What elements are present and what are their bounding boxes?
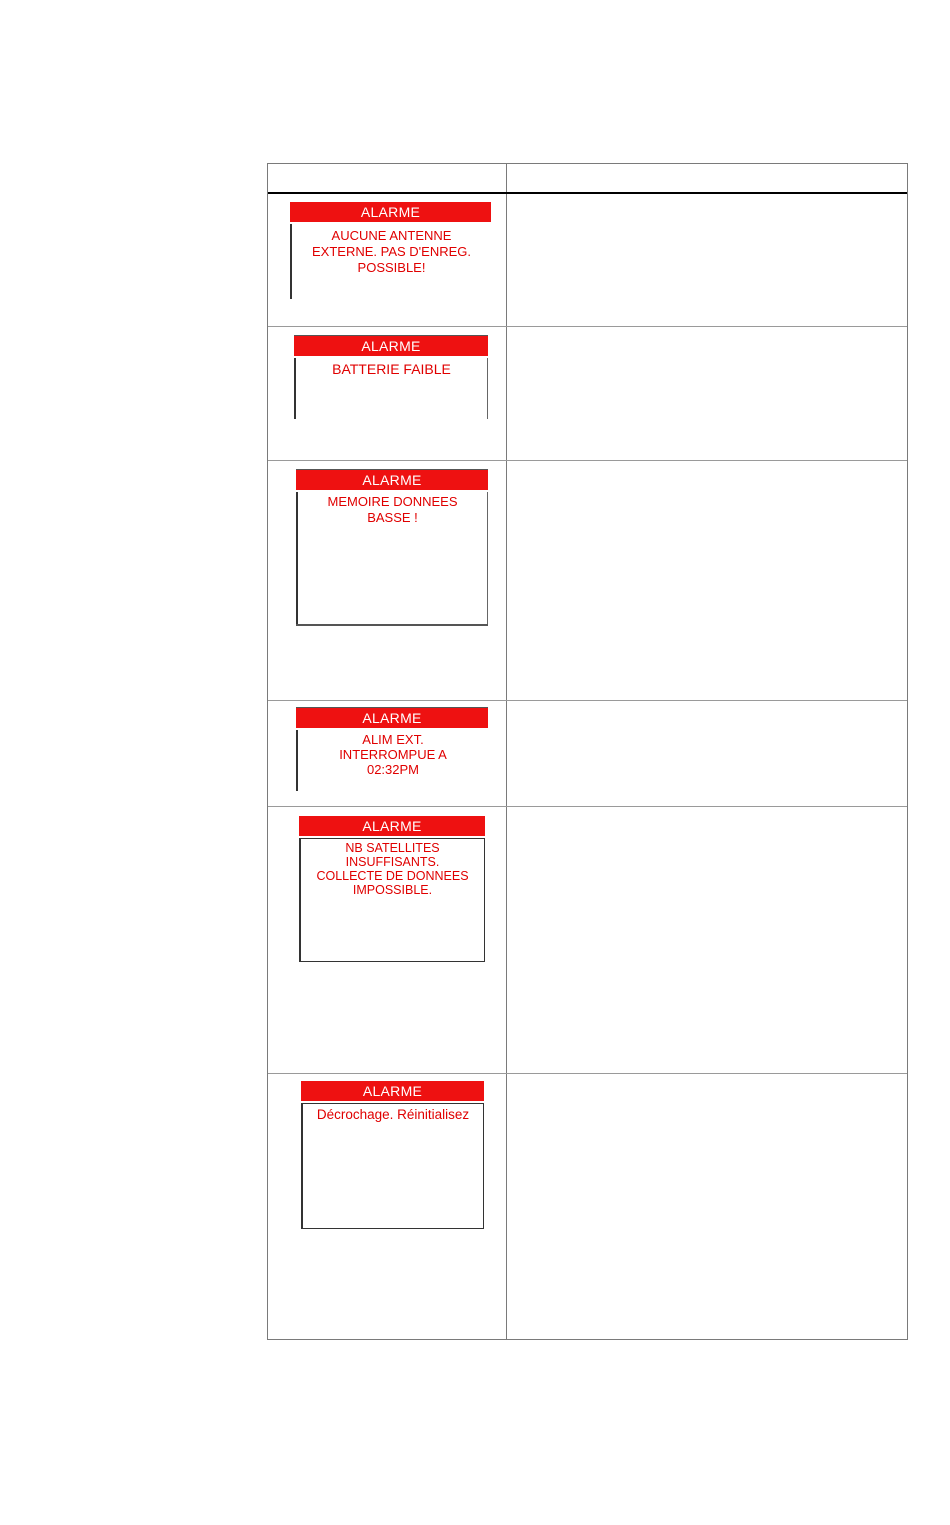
table-row <box>268 701 907 807</box>
description-cell <box>507 807 907 1073</box>
alarm-message-box <box>299 838 485 962</box>
alarm-screen-cell <box>268 807 506 1073</box>
description-cell <box>507 327 907 460</box>
alarm-table <box>267 163 908 1340</box>
alarm-title-bar: ALARME <box>290 202 491 222</box>
alarm-message-box <box>301 1103 484 1229</box>
description-cell <box>507 701 907 806</box>
alarm-message: BATTERIE FAIBLE <box>332 361 451 377</box>
table-row <box>268 461 907 701</box>
alarm-title-bar: ALARME <box>296 470 488 490</box>
alarm-screen-cell <box>268 194 506 326</box>
table-row <box>268 194 907 327</box>
alarm-title-bar: ALARME <box>294 336 488 356</box>
alarm-screen-cell <box>268 327 506 460</box>
alarm-message: MEMOIRE DONNEES BASSE ! <box>327 494 458 525</box>
alarm-message-box <box>294 358 488 419</box>
alarm-screen <box>301 1081 484 1229</box>
alarm-screen-cell <box>268 461 506 700</box>
alarm-screen-cell <box>268 701 506 806</box>
alarm-message-box <box>296 492 488 624</box>
description-cell <box>507 461 907 700</box>
alarm-screen <box>296 707 488 791</box>
alarm-screen-cell <box>268 1074 506 1340</box>
alarm-screen <box>296 469 488 626</box>
alarm-title-bar: ALARME <box>299 816 485 836</box>
alarm-message: NB SATELLITES INSUFFISANTS. COLLECTE DE DONNEES IMPOSSIBLE. <box>316 841 469 897</box>
table-row <box>268 1074 907 1340</box>
alarm-message-box <box>290 224 491 299</box>
alarm-message-box <box>296 730 488 791</box>
table-header <box>268 164 907 194</box>
alarm-message: ALIM EXT. INTERROMPUE A 02:32PM <box>339 732 447 777</box>
alarm-title-bar: ALARME <box>296 708 488 728</box>
alarm-message: Décrochage. Réinitialisez <box>316 1107 470 1122</box>
alarm-screen <box>290 202 491 299</box>
alarm-screen <box>294 335 488 419</box>
alarm-screen <box>299 816 485 962</box>
description-cell <box>507 194 907 326</box>
table-row <box>268 807 907 1074</box>
table-row <box>268 327 907 461</box>
alarm-title-bar: ALARME <box>301 1081 484 1101</box>
description-cell <box>507 1074 907 1340</box>
alarm-message: AUCUNE ANTENNE EXTERNE. PAS D'ENREG. POSSIBLE! <box>312 228 471 275</box>
